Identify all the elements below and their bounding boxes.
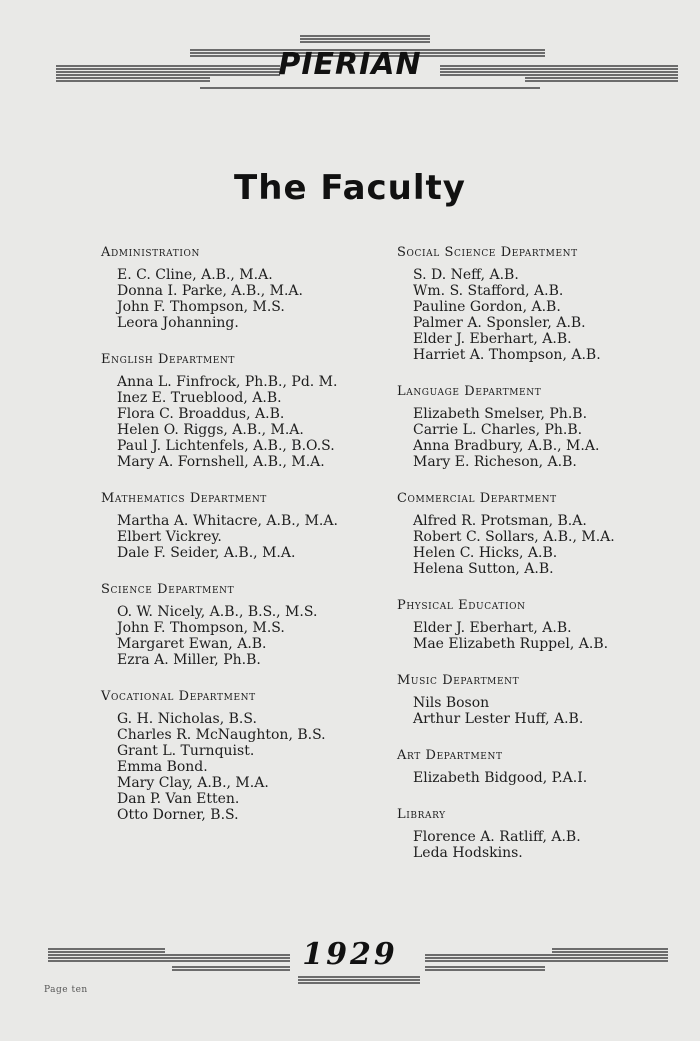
faculty-member: Otto Dorner, B.S. [117, 807, 239, 823]
department-heading: Physical Education [397, 598, 526, 613]
faculty-member: Nils Boson [413, 695, 490, 711]
department-heading: Mathematics Department [101, 491, 267, 506]
section-gap [397, 652, 692, 672]
department-english-department [101, 351, 391, 470]
faculty-list [101, 513, 391, 561]
faculty-member: G. H. Nicholas, B.S. [117, 711, 257, 727]
faculty-member: E. C. Cline, A.B., M.A. [117, 267, 273, 283]
section-gap [101, 470, 391, 490]
faculty-list [397, 406, 692, 470]
department-language-department [397, 383, 692, 470]
faculty-member: Flora C. Broaddus, A.B. [117, 406, 285, 422]
department-art-department [397, 747, 692, 786]
department-heading: English Department [101, 352, 236, 367]
department-physical-education [397, 597, 692, 652]
faculty-list [397, 267, 692, 363]
faculty-member: Helen O. Riggs, A.B., M.A. [117, 422, 304, 438]
faculty-list [397, 513, 692, 577]
section-gap [397, 470, 692, 490]
faculty-list [397, 695, 692, 727]
faculty-member: O. W. Nicely, A.B., B.S., M.S. [117, 604, 318, 620]
faculty-member: Donna I. Parke, A.B., M.A. [117, 283, 303, 299]
masthead [0, 28, 700, 98]
footer-ornament [0, 935, 700, 995]
faculty-member: S. D. Neff, A.B. [413, 267, 519, 283]
faculty-member: Elder J. Eberhart, A.B. [413, 620, 572, 636]
section-gap [397, 363, 692, 383]
department-heading: Language Department [397, 384, 542, 399]
faculty-list [101, 374, 391, 470]
department-heading: Vocational Department [101, 689, 256, 704]
department-commercial-department [397, 490, 692, 577]
faculty-member: Arthur Lester Huff, A.B. [413, 711, 584, 727]
faculty-member: Margaret Ewan, A.B. [117, 636, 267, 652]
faculty-member: Helen C. Hicks, A.B. [413, 545, 558, 561]
faculty-member: Leda Hodskins. [413, 845, 523, 861]
department-mathematics-department [101, 490, 391, 561]
department-music-department [397, 672, 692, 727]
faculty-member: Mary E. Richeson, A.B. [413, 454, 577, 470]
left-column [101, 244, 391, 823]
faculty-list [397, 829, 692, 861]
faculty-member: Dan P. Van Etten. [117, 791, 240, 807]
faculty-member: Elder J. Eberhart, A.B. [413, 331, 572, 347]
right-column [397, 244, 692, 861]
faculty-list [397, 620, 692, 652]
faculty-member: Harriet A. Thompson, A.B. [413, 347, 601, 363]
section-gap [397, 786, 692, 806]
department-heading: Art Department [397, 748, 503, 763]
faculty-member: Anna Bradbury, A.B., M.A. [413, 438, 600, 454]
department-heading: Social Science Department [397, 245, 578, 260]
faculty-member: Florence A. Ratliff, A.B. [413, 829, 581, 845]
department-science-department [101, 581, 391, 668]
faculty-list [397, 770, 692, 786]
faculty-member: John F. Thompson, M.S. [117, 620, 285, 636]
faculty-member: Dale F. Seider, A.B., M.A. [117, 545, 296, 561]
faculty-member: Robert C. Sollars, A.B., M.A. [413, 529, 615, 545]
faculty-list [101, 604, 391, 668]
department-social-science-department [397, 244, 692, 363]
faculty-list [101, 711, 391, 823]
department-heading: Music Department [397, 673, 520, 688]
faculty-member: Carrie L. Charles, Ph.B. [413, 422, 583, 438]
section-gap [397, 577, 692, 597]
faculty-list [101, 267, 391, 331]
department-heading: Library [397, 807, 446, 822]
faculty-member: Charles R. McNaughton, B.S. [117, 727, 326, 743]
faculty-member: Paul J. Lichtenfels, A.B., B.O.S. [117, 438, 335, 454]
page-title: The Faculty [234, 168, 466, 208]
faculty-member: Mary Clay, A.B., M.A. [117, 775, 269, 791]
faculty-member: Elbert Vickrey. [117, 529, 222, 545]
faculty-member: Grant L. Turnquist. [117, 743, 255, 759]
section-gap [101, 668, 391, 688]
department-heading: Administration [101, 245, 200, 260]
faculty-member: Mary A. Fornshell, A.B., M.A. [117, 454, 325, 470]
faculty-member: Elizabeth Bidgood, P.A.I. [413, 770, 588, 786]
faculty-member: Anna L. Finfrock, Ph.B., Pd. M. [117, 374, 338, 390]
faculty-member: Martha A. Whitacre, A.B., M.A. [117, 513, 338, 529]
faculty-member: Palmer A. Sponsler, A.B. [413, 315, 586, 331]
department-administration [101, 244, 391, 331]
department-heading: Science Department [101, 582, 235, 597]
section-gap [101, 561, 391, 581]
faculty-member: Mae Elizabeth Ruppel, A.B. [413, 636, 609, 652]
department-library [397, 806, 692, 861]
faculty-member: Pauline Gordon, A.B. [413, 299, 561, 315]
faculty-member: Helena Sutton, A.B. [413, 561, 554, 577]
faculty-member: Inez E. Trueblood, A.B. [117, 390, 282, 406]
footer-year: 1929 [302, 937, 398, 972]
page-number: Page ten [44, 985, 88, 995]
faculty-member: Alfred R. Protsman, B.A. [413, 513, 587, 529]
faculty-member: John F. Thompson, M.S. [117, 299, 285, 315]
faculty-member: Ezra A. Miller, Ph.B. [117, 652, 261, 668]
department-heading: Commercial Department [397, 491, 557, 506]
faculty-member: Wm. S. Stafford, A.B. [413, 283, 564, 299]
faculty-member: Leora Johanning. [117, 315, 239, 331]
section-gap [397, 727, 692, 747]
department-vocational-department [101, 688, 391, 823]
section-gap [101, 331, 391, 351]
faculty-member: Elizabeth Smelser, Ph.B. [413, 406, 588, 422]
faculty-member: Emma Bond. [117, 759, 208, 775]
masthead-title: PIERIAN [278, 47, 422, 82]
